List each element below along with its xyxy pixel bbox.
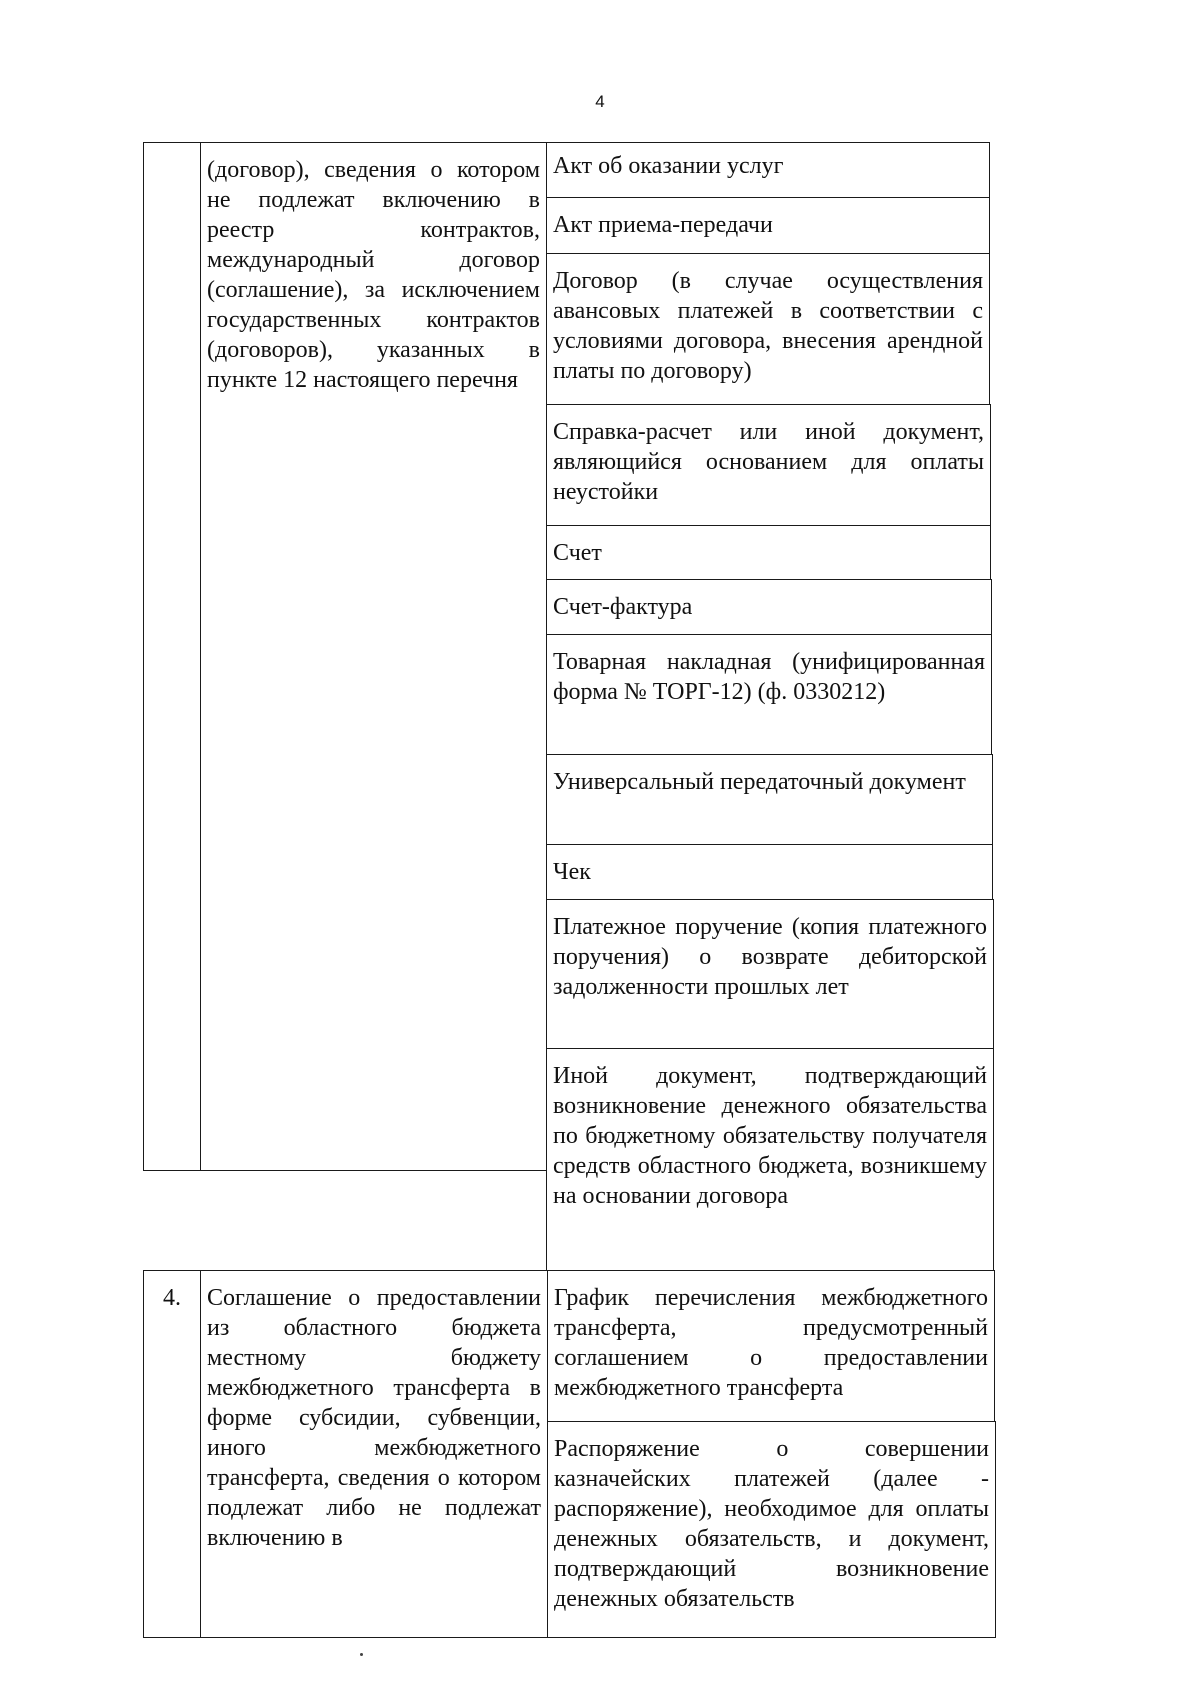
row-description-continued: (договор), сведения о котором не подлежат включению в реестр контрактов, международный договор (соглашение), за исключением государственных контрактов (договоров), указанных в пункте 12 настоящего перечня [200, 142, 547, 1171]
document-cell: Платежное поручение (копия платежного поручения) о возврате дебиторской задолженности прошлых лет [546, 899, 994, 1049]
document-cell: Распоряжение о совершении казначейских платежей (далее - распоряжение), необходимое для оплаты денежных обязательств, и документ, подтверждающий возникновение денежных обязательств [547, 1421, 996, 1638]
document-cell: График перечисления межбюджетного трансферта, предусмотренный соглашением о предоставлении межбюджетного трансферта [547, 1270, 995, 1422]
document-cell: Универсальный передаточный документ [546, 754, 993, 845]
scan-speck [360, 1653, 363, 1656]
row-number-cell: 4. [143, 1270, 201, 1638]
document-cell: Договор (в случае осуществления авансовых платежей в соответствии с условиями договора, внесения арендной платы по договору) [546, 253, 990, 405]
document-cell: Иной документ, подтверждающий возникновение денежного обязательства по бюджетному обязательству получателя средств областного бюджета, возникшему на основании договора [546, 1048, 994, 1271]
document-cell: Акт об оказании услуг [546, 142, 990, 198]
document-cell: Товарная накладная (унифицированная форма № ТОРГ-12) (ф. 0330212) [546, 634, 992, 755]
row-number-cell-continued [143, 142, 201, 1171]
document-cell: Счет [546, 525, 991, 580]
page-number: 4 [595, 92, 605, 111]
document-cell: Акт приема-передачи [546, 197, 990, 254]
row-description: Соглашение о предоставлении из областного бюджета местному бюджету межбюджетного трансферта в форме субсидии, субвенции, иного межбюджетного трансферта, сведения о котором подлежат либо не подлежат включению в [200, 1270, 548, 1638]
document-cell: Справка-расчет или иной документ, являющийся основанием для оплаты неустойки [546, 404, 991, 526]
document-cell: Чек [546, 844, 993, 900]
document-cell: Счет-фактура [546, 579, 992, 635]
